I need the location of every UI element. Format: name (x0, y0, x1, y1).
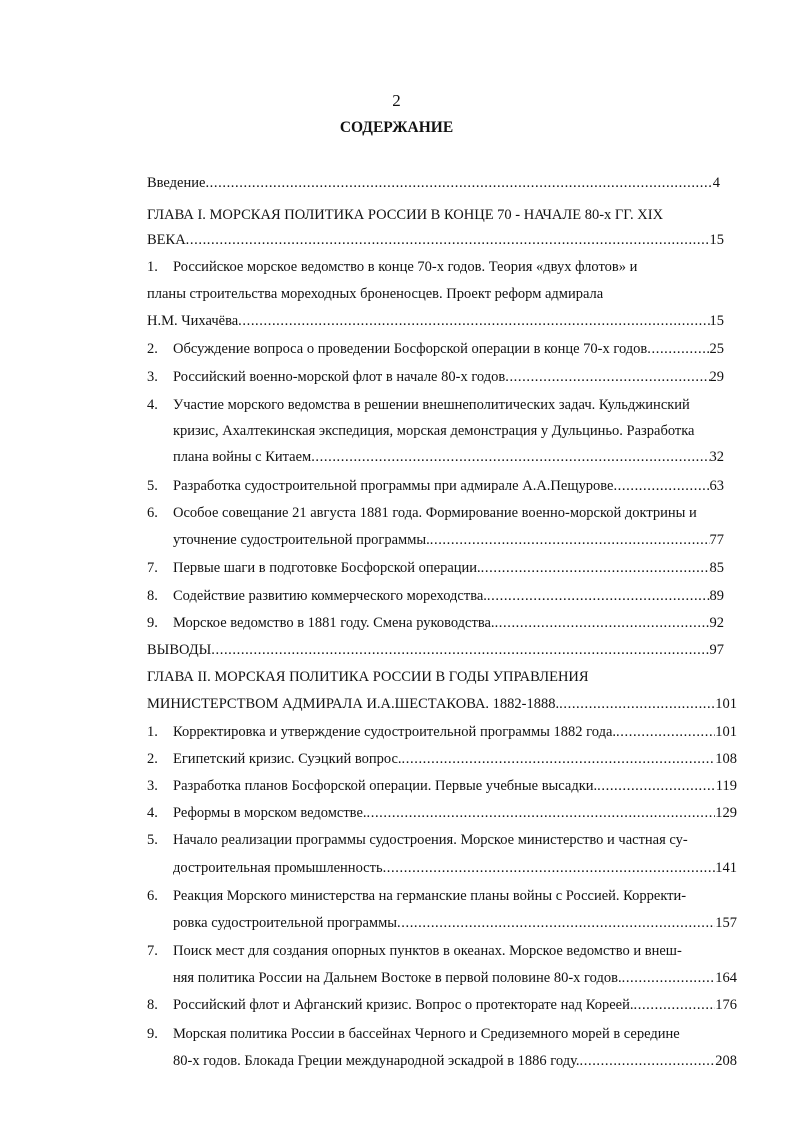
toc-page-number: 63 (709, 478, 724, 494)
toc-item-text: Особое совещание 21 августа 1881 года. Формирование военно-морской доктрины и (173, 505, 697, 521)
toc-item-number: 4. (147, 397, 158, 413)
toc-page-number: 157 (715, 915, 737, 931)
toc-page-number: 32 (709, 449, 724, 465)
toc-item-text: Реакция Морского министерства на германские планы войны с Россией. Корректи- (173, 888, 687, 904)
toc-entry-text: Первые шаги в подготовке Босфорской операции. (173, 560, 481, 576)
toc-item-last-line (173, 530, 724, 550)
toc-page-number: 29 (709, 369, 724, 385)
toc-item-last-line (173, 858, 737, 878)
leader-dots (367, 803, 716, 823)
leader-dots (647, 339, 709, 359)
leader-dots (186, 230, 710, 250)
toc-item-last-line (173, 558, 724, 578)
toc-item-last-line (173, 968, 737, 988)
toc-item-number: 2. (147, 341, 158, 357)
toc-item-number: 4. (147, 805, 158, 821)
toc-item-number: 6. (147, 505, 158, 521)
toc-entry-text: Российский военно-морской флот в начале 80-х годов (173, 369, 506, 385)
toc-item-last-line (173, 722, 737, 742)
leader-dots (634, 995, 716, 1015)
toc-item-text: Начало реализации программы судостроения. Морское министерство и частная су- (173, 832, 688, 848)
leader-dots (397, 913, 715, 933)
toc-page-number: 92 (709, 615, 724, 631)
toc-item-number: 9. (147, 615, 158, 631)
leader-dots (495, 613, 710, 633)
toc-item-number: 7. (147, 560, 158, 576)
toc-entry-text: Разработка судостроительной программы при адмирале А.А.Пещурове (173, 478, 614, 494)
toc-item-last-line (173, 586, 724, 606)
toc-item-last-line (173, 339, 724, 359)
leader-dots (622, 968, 716, 988)
toc-item-number: 5. (147, 832, 158, 848)
toc-page-number: 25 (709, 341, 724, 357)
toc-item-text: кризис, Ахалтекинская экспедиция, морская демонстрация у Дульциньо. Разработка (173, 423, 695, 439)
toc-item-text: Участие морского ведомства в решении внешнеполитических задач. Кульджинский (173, 397, 690, 413)
toc-item-number: 1. (147, 259, 158, 275)
page-number: 2 (392, 91, 401, 110)
toc-entry-text: достроительная промышленность (173, 860, 383, 876)
toc-page-number: 164 (715, 970, 737, 986)
chapter-1-heading-line2 (147, 230, 724, 250)
toc-page-number: 89 (709, 588, 724, 604)
toc-page-number: 208 (715, 1053, 737, 1069)
toc-item-last-line (173, 995, 737, 1015)
toc-page-number: 176 (715, 997, 737, 1013)
leader-dots (597, 776, 716, 796)
toc-page-number: 15 (709, 232, 724, 248)
leader-dots (402, 749, 716, 769)
toc-item-last-line (147, 311, 724, 331)
toc-page-number: 85 (709, 560, 724, 576)
toc-entry-text: Египетский кризис. Суэцкий вопрос. (173, 751, 402, 767)
page-title: СОДЕРЖАНИЕ (339, 119, 454, 136)
toc-item-number: 9. (147, 1026, 158, 1042)
toc-entry-text: Введение (147, 175, 206, 191)
toc-page-number: 101 (715, 724, 737, 740)
leader-dots (211, 640, 709, 660)
leader-dots (616, 722, 715, 742)
leader-dots (613, 476, 709, 496)
toc-page-number: 97 (709, 642, 724, 658)
toc-item-number: 3. (147, 369, 158, 385)
toc-item-number: 1. (147, 724, 158, 740)
toc-item-text: Поиск мест для создания опорных пунктов в океанах. Морское ведомство и внеш- (173, 943, 682, 959)
toc-entry-intro (147, 173, 720, 193)
toc-page-number: 101 (715, 696, 737, 712)
toc-entry-text: уточнение судостроительной программы. (173, 532, 430, 548)
leader-dots (487, 586, 710, 606)
chapter-1-heading-line1: ГЛАВА I. МОРСКАЯ ПОЛИТИКА РОССИИ В КОНЦЕ 70 - НАЧАЛЕ 80-х ГГ. XIX (147, 207, 664, 223)
toc-entry-text: ВЕКА (147, 232, 186, 248)
toc-entry-text: Реформы в морском ведомстве. (173, 805, 367, 821)
toc-item-number: 8. (147, 588, 158, 604)
toc-entry-text: Обсуждение вопроса о проведении Босфорской операции в конце 70-х годов (173, 341, 648, 357)
chapter-2-heading-line1: ГЛАВА II. МОРСКАЯ ПОЛИТИКА РОССИИ В ГОДЫ УПРАВЛЕНИЯ (147, 669, 589, 685)
toc-page-number: 4 (712, 175, 720, 191)
toc-page-number: 15 (709, 313, 724, 329)
toc-item-number: 6. (147, 888, 158, 904)
toc-entry-conclusions (147, 640, 724, 660)
toc-page-number: 108 (715, 751, 737, 767)
toc-item-last-line (173, 776, 737, 796)
leader-dots (559, 694, 715, 714)
toc-entry-text: ровка судостроительной программы (173, 915, 398, 931)
toc-entry-text: Разработка планов Босфорской операции. Первые учебные высадки. (173, 778, 598, 794)
toc-entry-text: няя политика России на Дальнем Востоке в первой половине 80-х годов. (173, 970, 622, 986)
leader-dots (311, 447, 709, 467)
toc-page-number: 129 (715, 805, 737, 821)
toc-item-text: планы строительства мореходных броненосцев. Проект реформ адмирала (147, 286, 604, 302)
toc-entry-text: ВЫВОДЫ (147, 642, 212, 658)
toc-item-text: Российское морское ведомство в конце 70-х годов. Теория «двух флотов» и (173, 259, 638, 275)
toc-page-number: 119 (715, 778, 737, 794)
toc-entry-text: Российский флот и Афганский кризис. Вопрос о протекторате над Кореей. (173, 997, 634, 1013)
toc-entry-text: Морское ведомство в 1881 году. Смена руководства. (173, 615, 495, 631)
toc-entry-text: плана войны с Китаем (173, 449, 312, 465)
toc-page-number: 141 (715, 860, 737, 876)
leader-dots (430, 530, 710, 550)
toc-entry-text: Корректировка и утверждение судостроительной программы 1882 года. (173, 724, 617, 740)
toc-item-last-line (173, 613, 724, 633)
toc-entry-text: Содействие развитию коммерческого мореходства. (173, 588, 487, 604)
toc-item-number: 8. (147, 997, 158, 1013)
toc-item-number: 3. (147, 778, 158, 794)
toc-item-number: 7. (147, 943, 158, 959)
toc-item-last-line (173, 913, 737, 933)
toc-item-last-line (173, 1051, 737, 1071)
toc-item-text: Морская политика России в бассейнах Черного и Средиземного морей в середине (173, 1026, 680, 1042)
leader-dots (505, 367, 709, 387)
toc-item-last-line (173, 749, 737, 769)
toc-entry-text: 80-х годов. Блокада Греции международной эскадрой в 1886 году. (173, 1053, 580, 1069)
toc-item-number: 2. (147, 751, 158, 767)
leader-dots (205, 173, 712, 193)
toc-page-number: 77 (709, 532, 724, 548)
toc-entry-text: МИНИСТЕРСТВОМ АДМИРАЛА И.А.ШЕСТАКОВА. 1882-1888. (147, 696, 560, 712)
leader-dots (238, 311, 709, 331)
leader-dots (481, 558, 710, 578)
toc-item-number: 5. (147, 478, 158, 494)
toc-item-last-line (173, 476, 724, 496)
leader-dots (580, 1051, 716, 1071)
toc-item-last-line (173, 447, 724, 467)
toc-entry-text: Н.М. Чихачёва (147, 313, 239, 329)
chapter-2-heading-line2 (147, 694, 737, 714)
toc-item-last-line (173, 367, 724, 387)
toc-item-last-line (173, 803, 737, 823)
leader-dots (383, 858, 716, 878)
